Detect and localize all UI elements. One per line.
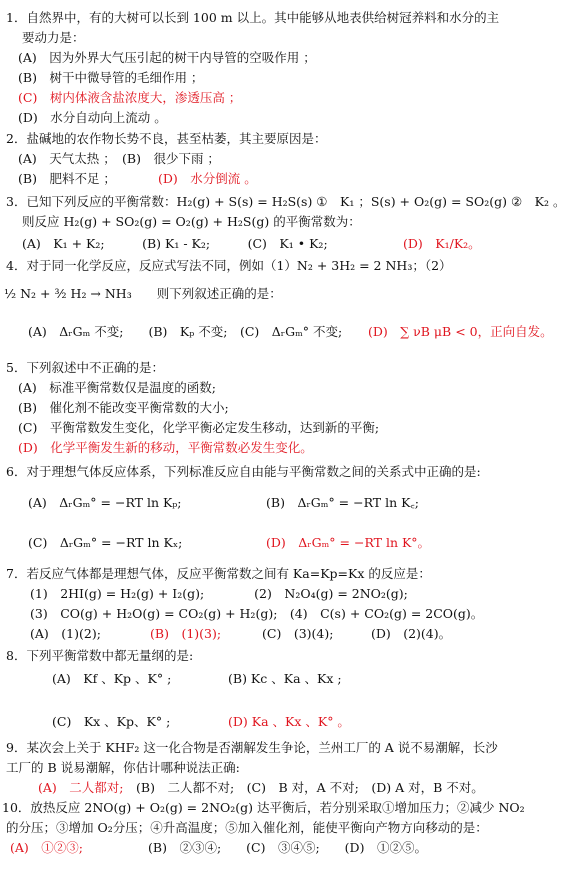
- q2-option-c: (B) 肥料不足 ；: [18, 171, 116, 186]
- q1-option-c: (C) 树内体液含盐浓度大，渗透压高 ；: [18, 90, 242, 105]
- q6-stem: 6．对于理想气体反应体系，下列标准反应自由能与平衡常数之间的关系式中正确的是:: [6, 464, 481, 479]
- q5-option-b: (B) 催化剂不能改变平衡常数的大小;: [18, 400, 229, 415]
- q1-stem-cont: 要动力是：: [22, 30, 85, 45]
- q6-option-b: (B) ΔᵣGₘ° = −RT ln K꜀;: [266, 495, 420, 510]
- q7-stem: 7．若反应气体都是理想气体，反应平衡常数之间有 Ka=Kp=Kx 的反应是：: [6, 566, 431, 581]
- q5-option-d: (D) 化学平衡发生新的移动，平衡常数必发生变化。: [18, 440, 313, 455]
- q7-reactions-34: (3) CO(g) + H₂O(g) = CO₂(g) + H₂(g); (4) C(s) + CO₂(g) = 2CO(g)。: [30, 606, 484, 621]
- q7-option-a: (A) (1)(2);: [30, 626, 101, 641]
- q10-option-a: (A) ①②③;: [10, 840, 83, 855]
- q3-stem-cont: 则反应 H₂(g) + SO₂(g) = O₂(g) + H₂S(g) 的平衡常数为：: [22, 214, 361, 229]
- q8-option-a: (A) Kf 、Kp 、K° ;: [52, 671, 172, 686]
- q3-stem: 3．已知下列反应的平衡常数：H₂(g) + S(s) = H₂S(s) ① K₁ ；S(s) + O₂(g) = SO₂(g) ② K₂ 。: [6, 194, 566, 209]
- q9-stem-cont: 工厂的 B 说易潮解，你估计哪种说法正确:: [6, 760, 240, 775]
- q9-stem: 9．某次会上关于 KHF₂ 这一化合物是否潮解发生争论，兰州工厂的 A 说不易潮解，长沙: [6, 740, 498, 755]
- q5-option-a: (A) 标准平衡常数仅是温度的函数;: [18, 380, 216, 395]
- q6-option-d: (D) ΔᵣGₘ° = −RT ln K°。: [266, 535, 431, 550]
- q3-option-d: (D) K₁/K₂。: [403, 236, 481, 251]
- q7-option-b: (B) (1)(3);: [150, 626, 222, 641]
- q2-option-d: (D) 水分倒流 。: [158, 171, 257, 186]
- q1-option-d: (D) 水分自动向上流动 。: [18, 110, 167, 125]
- q6-option-c: (C) ΔᵣGₘ° = −RT ln Kₓ;: [28, 535, 183, 550]
- q7-reactions-12: (1) 2HI(g) = H₂(g) + I₂(g); (2) N₂O₄(g) = 2NO₂(g);: [30, 586, 408, 601]
- q2-stem: 2．盐碱地的农作物长势不良，甚至枯萎，其主要原因是：: [6, 131, 327, 146]
- q1-option-a: (A) 因为外界大气压引起的树干内导管的空吸作用 ；: [18, 50, 316, 65]
- q4-stem: 4．对于同一化学反应，反应式写法不同，例如（1）N₂ + 3H₂ = 2 NH₃；（2）: [6, 258, 452, 273]
- q8-option-d: (D) Ka 、Kx 、K° 。: [228, 714, 350, 729]
- q8-option-c: (C) Kx 、Kp、K° ;: [52, 714, 171, 729]
- q10-stem-cont: 的分压；③增加 O₂分压；④升高温度；⑤加入催化剂，能使平衡向产物方向移动的是：: [6, 820, 488, 835]
- q2-options-ab: (A) 天气太热 ； (B) 很少下雨 ；: [18, 151, 220, 166]
- q7-options-cd: (C) (3)(4); (D) (2)(4)。: [262, 626, 452, 641]
- q9-option-a: (A) 二人都对;: [38, 780, 124, 795]
- q10-stem: 10．放热反应 2NO(g) + O₂(g) = 2NO₂(g) 达平衡后，若分别采取①增加压力；②减少 NO₂: [2, 800, 525, 815]
- q8-option-b: (B) Kc 、Ka 、Kx ;: [228, 671, 342, 686]
- q5-stem: 5．下列叙述中不正确的是：: [6, 360, 164, 375]
- q9-options-bcd: (B) 二人都不对; (C) B 对，A 不对; (D) A 对，B 不对。: [136, 780, 484, 795]
- q1-option-b: (B) 树干中微导管的毛细作用 ；: [18, 70, 204, 85]
- q4-option-d: (D) ∑ νB μB < 0，正向自发。: [368, 324, 553, 339]
- q1-stem: 1．自然界中，有的大树可以长到 100 m 以上。其中能够从地表供给树冠养料和水分的主: [6, 10, 500, 25]
- q4-stem-cont: ½ N₂ + ³⁄₂ H₂ → NH₃ 则下列叙述正确的是：: [4, 286, 282, 301]
- q10-options-bcd: (B) ②③④; (C) ③④⑤; (D) ①②⑤。: [148, 840, 427, 855]
- q3-options-abc: (A) K₁ + K₂; (B) K₁ - K₂; (C) K₁ • K₂;: [22, 236, 328, 251]
- q8-stem: 8．下列平衡常数中都无量纲的是:: [6, 648, 194, 663]
- q5-option-c: (C) 平衡常数发生变化，化学平衡必定发生移动，达到新的平衡;: [18, 420, 380, 435]
- q4-options-abc: (A) ΔᵣGₘ 不变; (B) Kₚ 不变; (C) ΔᵣGₘ° 不变;: [28, 324, 343, 339]
- q6-option-a: (A) ΔᵣGₘ° = −RT ln Kₚ;: [28, 495, 182, 510]
